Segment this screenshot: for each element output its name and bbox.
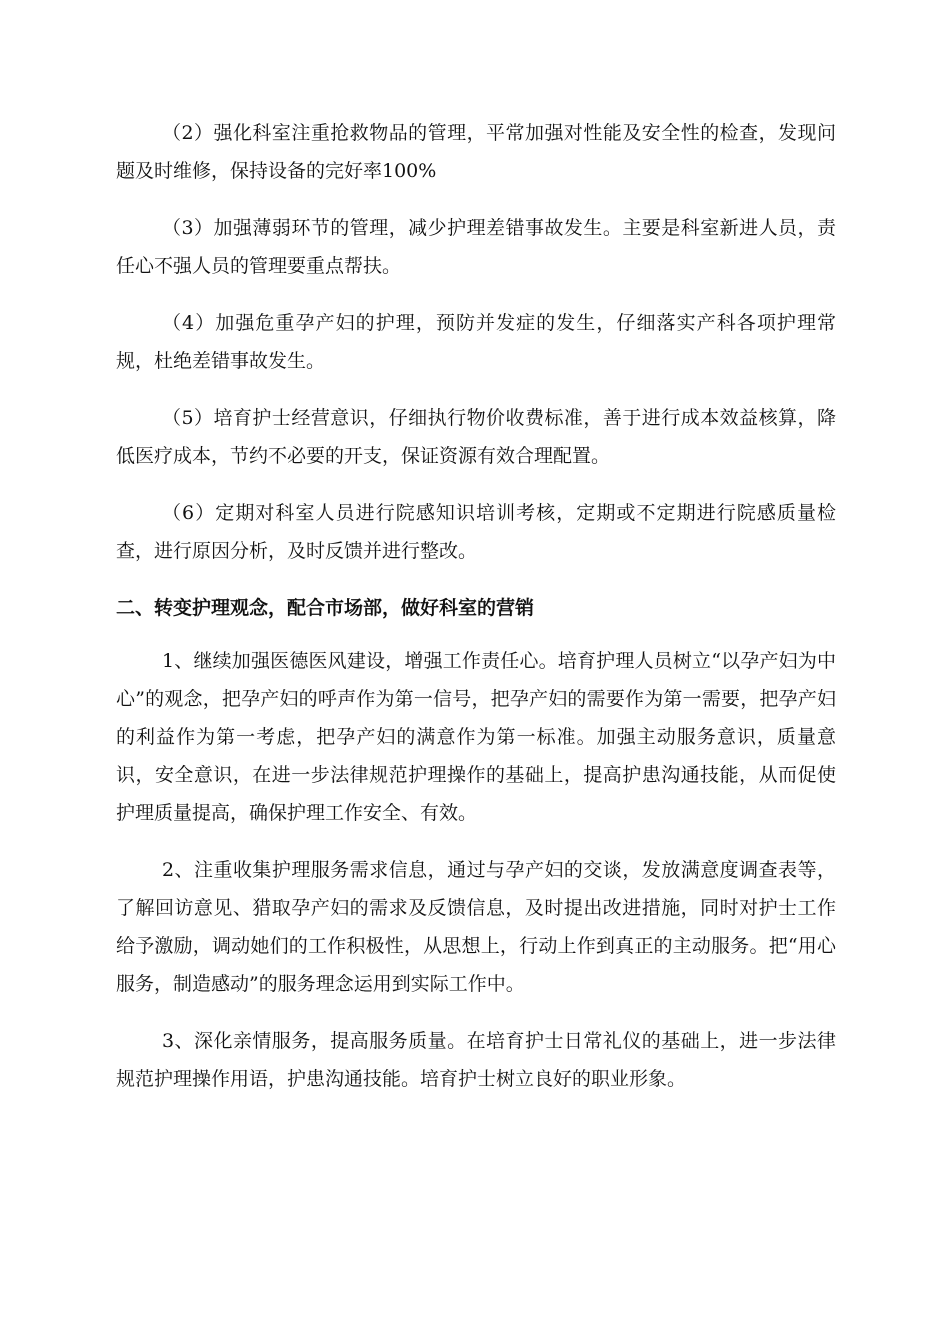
paragraph-item-4: （4）加强危重孕产妇的护理，预防并发症的发生，仔细落实产科各项护理常规，杜绝差错事故发生。 — [116, 312, 836, 372]
paragraph-point-1: 1、继续加强医德医风建设，增强工作责任心。培育护理人员树立“以孕产妇为中心”的观念，把孕产妇的呼声作为第一信号，把孕产妇的需要作为第一需要，把孕产妇的利益作为第一考虑，把孕产妇的满意作为第一标准。加强主动服务意识，质量意识，安全意识，在进一步法律规范护理操作的基础上，提高护患沟通技能，从而促使护理质量提高，确保护理工作安全、有效。 — [116, 650, 836, 824]
paragraph-item-6: （6）定期对科室人员进行院感知识培训考核，定期或不定期进行院感质量检查，进行原因分析，及时反馈并进行整改。 — [116, 502, 836, 562]
paragraph-point-3: 3、深化亲情服务，提高服务质量。在培育护士日常礼仪的基础上，进一步法律规范护理操作用语，护患沟通技能。培育护士树立良好的职业形象。 — [116, 1030, 836, 1090]
paragraph-item-3: （3）加强薄弱环节的管理，减少护理差错事故发生。主要是科室新进人员，责任心不强人员的管理要重点帮扶。 — [116, 217, 836, 277]
section-heading: 二、转变护理观念，配合市场部，做好科室的营销 — [116, 597, 535, 619]
document-body — [116, 114, 836, 1117]
paragraph-point-2: 2、注重收集护理服务需求信息，通过与孕产妇的交谈，发放满意度调查表等，了解回访意见、猎取孕产妇的需求及反馈信息，及时提出改进措施，同时对护士工作给予激励，调动她们的工作积极性，从思想上，行动上作到真正的主动服务。把“用心服务，制造感动”的服务理念运用到实际工作中。 — [116, 859, 836, 995]
paragraph-item-5: （5）培育护士经营意识，仔细执行物价收费标准，善于进行成本效益核算，降低医疗成本，节约不必要的开支，保证资源有效合理配置。 — [116, 407, 836, 467]
paragraph-item-2: （2）强化科室注重抢救物品的管理，平常加强对性能及安全性的检查，发现问题及时维修，保持设备的完好率100% — [116, 122, 836, 182]
